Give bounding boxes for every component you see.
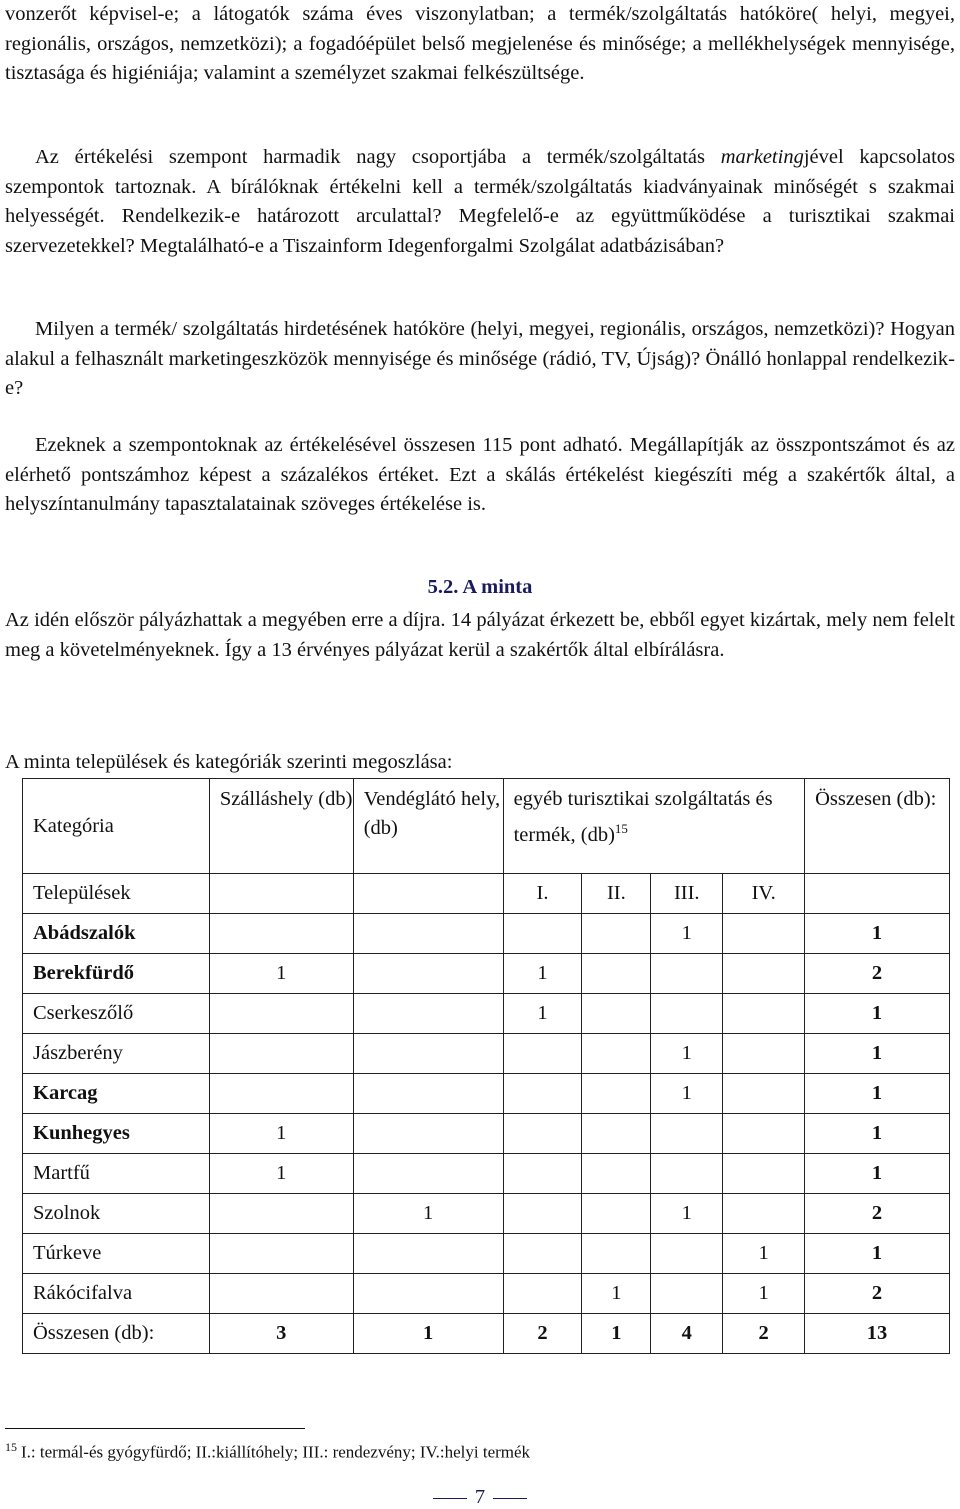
total-ii: 1 [582, 1314, 651, 1354]
cell-vend [353, 1154, 503, 1194]
cell-szall [209, 1074, 353, 1114]
cell-vend [353, 914, 503, 954]
cell-iii [651, 954, 723, 994]
cell-i: 1 [503, 994, 582, 1034]
cell-iii [651, 994, 723, 1034]
settlement-name: Túrkeve [23, 1234, 210, 1274]
header-kategoria: Kategória [23, 779, 210, 874]
table-row [23, 1114, 950, 1154]
cell-ii [582, 954, 651, 994]
table-row [23, 1154, 950, 1194]
paragraph-scoring: Ezeknek a szempontoknak az értékelésével összesen 115 pont adható. Megállapítják az összpontszámot és az elérhető pontszámhoz képest a százalékos értéket. Ezt a skálás értékelést kiegészíti még a szakértők által, a helyszíntanulmány tapasztalatainak szöveges értékelése is. [5, 434, 955, 515]
cell-iii: 1 [651, 914, 723, 954]
table-row [23, 994, 950, 1034]
cell-i [503, 1034, 582, 1074]
page-number-value: 7 [474, 1486, 486, 1508]
table-subheader-row [23, 874, 950, 914]
cell-iii: 1 [651, 1074, 723, 1114]
cell-total: 1 [805, 1114, 950, 1154]
cell-iv [723, 994, 805, 1034]
cell-iv [723, 914, 805, 954]
cell-iii [651, 1274, 723, 1314]
cell-total: 1 [805, 914, 950, 954]
cell-ii [582, 1234, 651, 1274]
cell-total: 2 [805, 1194, 950, 1234]
cell-szall [209, 1034, 353, 1074]
cell-iv [723, 1154, 805, 1194]
settlement-name: Berekfürdő [23, 954, 210, 994]
total-i: 2 [503, 1314, 582, 1354]
cell-iii [651, 1114, 723, 1154]
settlement-name: Cserkeszőlő [23, 994, 210, 1034]
total-szall: 3 [209, 1314, 353, 1354]
page-number [0, 1486, 960, 1509]
cell-iv [723, 1114, 805, 1154]
paragraph-sample: Az idén először pályázhattak a megyében erre a díjra. 14 pályázat érkezett be, ebből egyet kizártak, mely nem felelt meg a követelményeknek. Így a 13 érvényes pályázat kerül a szakértők által elbírálásra. [5, 609, 955, 661]
cell-ii [582, 914, 651, 954]
cell-i [503, 1074, 582, 1114]
cell-iv: 1 [723, 1234, 805, 1274]
subheader-col-i: I. [503, 874, 582, 914]
total-osszesen: 13 [805, 1314, 950, 1354]
table-row [23, 1034, 950, 1074]
table-row [23, 954, 950, 994]
cell-vend [353, 1034, 503, 1074]
cell-szall [209, 914, 353, 954]
cell-i [503, 1194, 582, 1234]
table-header-row [23, 779, 950, 874]
settlement-name: Jászberény [23, 1034, 210, 1074]
footnote-ref: 15 [614, 821, 628, 836]
settlement-name: Rákócifalva [23, 1274, 210, 1314]
table-body [23, 914, 950, 1314]
subheader-col-iii: III. [651, 874, 723, 914]
header-vendeglato: Vendéglátó hely, (db) [353, 779, 503, 874]
subheader-empty [353, 874, 503, 914]
cell-i [503, 1234, 582, 1274]
footnote-text: I.: termál-és gyógyfürdő; II.:kiállítóhely; III.: rendezvény; IV.:helyi termék [21, 1442, 531, 1462]
section-title: 5.2. A minta [427, 576, 533, 598]
total-iv: 2 [723, 1314, 805, 1354]
cell-iii: 1 [651, 1034, 723, 1074]
header-szallashely: Szálláshely (db) [209, 779, 353, 874]
cell-iii [651, 1234, 723, 1274]
cell-iv [723, 1034, 805, 1074]
paragraph-marketing-text-a: Az értékelési szempont harmadik nagy csoportjába a termék/szolgáltatás [35, 146, 721, 168]
paragraph-marketing-criteria [5, 143, 955, 261]
cell-total: 1 [805, 1154, 950, 1194]
cell-vend: 1 [353, 1194, 503, 1234]
cell-vend [353, 994, 503, 1034]
subheader-empty [209, 874, 353, 914]
cell-ii [582, 1194, 651, 1234]
settlement-name: Karcag [23, 1074, 210, 1114]
cell-szall: 1 [209, 1154, 353, 1194]
table-row [23, 1074, 950, 1114]
cell-szall: 1 [209, 1114, 353, 1154]
cell-vend [353, 1114, 503, 1154]
cell-ii [582, 1154, 651, 1194]
cell-total: 1 [805, 994, 950, 1034]
footnote [5, 1440, 530, 1463]
cell-i [503, 1154, 582, 1194]
cell-iv [723, 954, 805, 994]
subheader-label: Települések [23, 874, 210, 914]
subheader-col-ii: II. [582, 874, 651, 914]
cell-szall [209, 1194, 353, 1234]
page-number-dash-right [493, 1498, 527, 1499]
cell-iv [723, 1074, 805, 1114]
cell-vend [353, 954, 503, 994]
total-iii: 4 [651, 1314, 723, 1354]
footnote-marker: 15 [5, 1440, 17, 1454]
settlement-name: Abádszalók [23, 914, 210, 954]
cell-iii: 1 [651, 1194, 723, 1234]
page-number-dash-left [433, 1498, 467, 1499]
table-caption: A minta települések és kategóriák szerinti megoszlása: [5, 751, 453, 773]
cell-szall [209, 994, 353, 1034]
header-osszesen: Összesen (db): [805, 779, 950, 874]
cell-ii [582, 994, 651, 1034]
cell-szall [209, 1274, 353, 1314]
total-label: Összesen (db): [23, 1314, 210, 1354]
cell-ii: 1 [582, 1274, 651, 1314]
table-row [23, 914, 950, 954]
table-total-row [23, 1314, 950, 1354]
table-row [23, 1194, 950, 1234]
subheader-col-iv: IV. [723, 874, 805, 914]
settlement-name: Szolnok [23, 1194, 210, 1234]
cell-vend [353, 1274, 503, 1314]
cell-total: 2 [805, 1274, 950, 1314]
paragraph-criteria-continued: vonzerőt képvisel-e; a látogatók száma éves viszonylatban; a termék/szolgáltatás hatóköre( helyi, megyei, regionális, országos, nemzetközi); a fogadóépület belső megjelenése és minősége; a mellékhelységek mennyisége, tisztasága és higiéniája; valamint a személyzet szakmai felkészültsége. [5, 3, 955, 84]
cell-total: 2 [805, 954, 950, 994]
total-vend: 1 [353, 1314, 503, 1354]
cell-total: 1 [805, 1034, 950, 1074]
cell-ii [582, 1074, 651, 1114]
cell-i [503, 1274, 582, 1314]
marketing-italic-word: marketing [720, 146, 804, 168]
cell-i [503, 1114, 582, 1154]
cell-total: 1 [805, 1234, 950, 1274]
cell-szall [209, 1234, 353, 1274]
paragraph-marketing-text-b: jével kapcsolatos szempontok tartoznak. A bírálóknak értékelni kell a termék/szolgáltatás kiadványainak minőségét s szakmai helyességét. Rendelkezik-e határozott arculattal? Megfelelő-e az együttműködése a turisztikai szakmai szervezetekkel? Megtalálható-e a Tiszainform Idegenforgalmi Szolgálat adatbázisában? [5, 146, 956, 257]
header-egyeb [503, 779, 805, 874]
subheader-empty [805, 874, 950, 914]
cell-ii [582, 1114, 651, 1154]
settlement-name: Martfű [23, 1154, 210, 1194]
distribution-table [22, 778, 950, 1354]
table-row [23, 1274, 950, 1314]
cell-iv: 1 [723, 1274, 805, 1314]
cell-iii [651, 1154, 723, 1194]
cell-iv [723, 1194, 805, 1234]
cell-vend [353, 1234, 503, 1274]
cell-ii [582, 1034, 651, 1074]
cell-szall: 1 [209, 954, 353, 994]
header-egyeb-text: egyéb turisztikai szolgáltatás és termék, (db) [513, 788, 773, 846]
paragraph-advertising: Milyen a termék/ szolgáltatás hirdetésének hatóköre (helyi, megyei, regionális, országos, nemzetközi)? Hogyan alakul a felhasznált marketingeszközök mennyisége és minősége (rádió, TV, Újság)? Önálló honlappal rendelkezik-e? [5, 318, 955, 399]
cell-i [503, 914, 582, 954]
cell-i: 1 [503, 954, 582, 994]
cell-vend [353, 1074, 503, 1114]
table-row [23, 1234, 950, 1274]
settlement-name: Kunhegyes [23, 1114, 210, 1154]
cell-total: 1 [805, 1074, 950, 1114]
footnote-divider [5, 1428, 305, 1429]
